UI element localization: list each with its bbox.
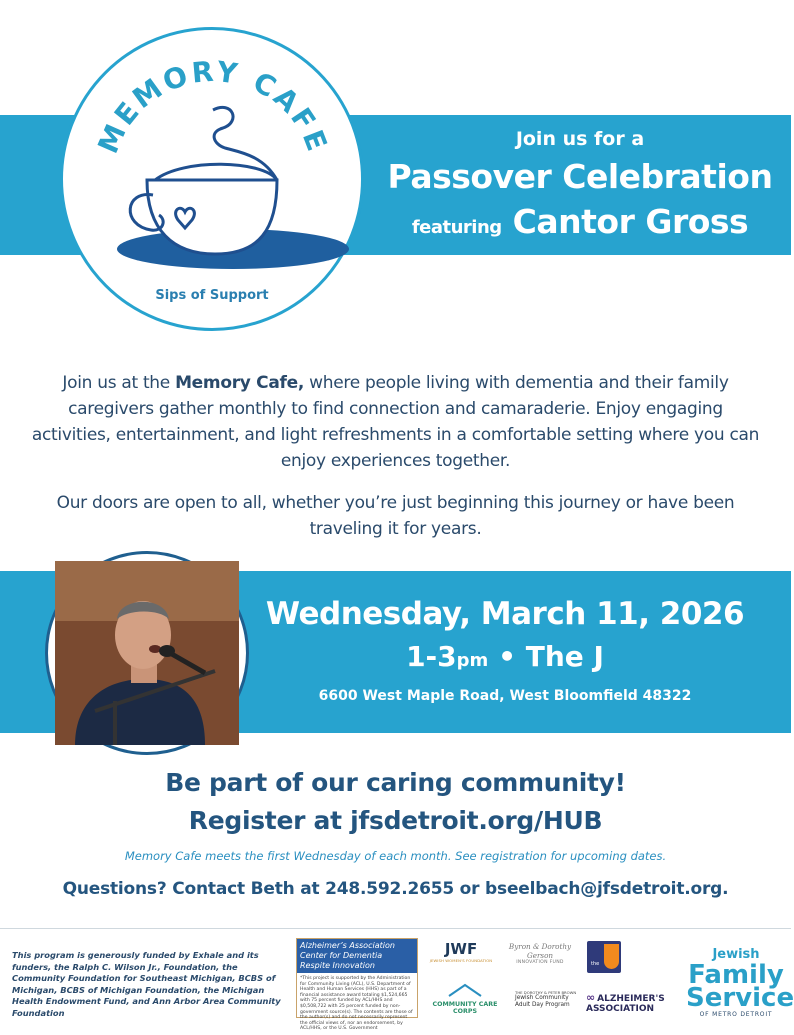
logo-title: MEMORY CAFE	[91, 54, 335, 159]
alz-center-title: Alzheimer’s Association Center for Dementia Respite Innovation	[297, 939, 417, 973]
welcome-paragraph: Our doors are open to all, whether you’re just beginning this journey or have been traveling it for years.	[56, 493, 735, 539]
gerson-name: Byron & Dorothy Gerson	[508, 942, 572, 960]
the-j-logo	[587, 941, 621, 973]
intro-paragraph	[28, 370, 763, 474]
hero-featured-name: Cantor Gross	[512, 202, 749, 241]
intro-text-start: Join us at the	[62, 373, 176, 393]
dp-small-text: THE DOROTHY & PETER BROWN	[515, 990, 577, 995]
alz-center-disclaimer: *This project is supported by the Administration for Community Living (ACL), U.S. Department of Health and Human Services (HHS) as part of a financial assistance award totaling $1,524,665 with 75 percent funded by ACL/HHS and $0,508,722 with 25 percent funded by non-government source(s). The contents are those of the author(s) and do not necessarily represent the official views of, nor an endorsement, by ACL/HHS, or the U.S. Government	[300, 976, 413, 1032]
gerson-fund-logo	[500, 942, 580, 965]
schedule-note: Memory Cafe meets the first Wednesday of each month. See registration for upcoming dates.	[124, 849, 667, 863]
alz-name: ALZHEIMER'S ASSOCIATION	[586, 994, 665, 1014]
contact-info[interactable]: Questions? Contact Beth at 248.592.2655 or bseelbach@jfsdetroit.org.	[62, 879, 729, 899]
logo-tagline: Sips of Support	[155, 288, 269, 303]
event-address: 6600 West Maple Road, West Bloomfield 48322	[318, 688, 692, 704]
alzheimers-association-logo	[586, 993, 684, 1014]
event-time-suffix: pm	[456, 650, 489, 671]
event-date: Wednesday, March 11, 2026	[265, 596, 745, 632]
jwf-logo-text: JWF	[444, 940, 478, 958]
the-j-label: the	[591, 961, 600, 967]
person-singing-icon	[55, 561, 239, 745]
j-icon	[604, 944, 619, 969]
jfs-line-1: Jewish	[712, 947, 760, 962]
memory-cafe-logo	[60, 27, 364, 331]
adult-day-program-logo	[500, 990, 584, 1009]
jwf-logo	[428, 940, 494, 963]
register-link[interactable]: Register at jfsdetroit.org/HUB	[188, 806, 603, 835]
gerson-subtitle: INNOVATION FUND	[516, 960, 564, 965]
event-venue: The J	[525, 640, 604, 673]
intro-bold-name: Memory Cafe,	[175, 373, 305, 393]
funders-statement: This program is generously funded by Exhale and its funders, the Ralph C. Wilson Jr., Foundation, the Community Foundation for Southeast Michigan, BCBS of Michigan, BCBS of Michigan Foundation, the Michigan Health Endowment Fund, and Ann Arbor Area Community Foundation	[12, 950, 281, 1018]
house-icon	[445, 983, 485, 997]
ccc-logo-text: COMMUNITY CARE CORPS	[432, 1001, 498, 1015]
bullet-separator: •	[498, 640, 516, 673]
event-time-venue	[255, 640, 755, 673]
community-care-corps-logo	[430, 982, 500, 1015]
alz-symbol-icon: ∞	[586, 991, 596, 1004]
hero-event-title: Passover Celebration	[387, 157, 773, 196]
dp-name: Jewish Community Adult Day Program	[515, 995, 570, 1008]
intro-text-rest: where people living with dementia and their family caregivers gather monthly to find connection and camaraderie. Enjoy engaging activities, entertainment, and light refreshments in a comfortable setting where you can enjoy experiences together.	[31, 373, 760, 471]
jfs-line-2: Family	[688, 960, 784, 990]
hero-featuring-prefix: featuring	[411, 217, 502, 238]
jfs-line-3: Service	[686, 983, 794, 1013]
hero-featuring	[380, 202, 780, 241]
jwf-logo-subtitle: JEWISH WOMEN'S FOUNDATION	[429, 958, 493, 963]
event-hours: 1-3	[406, 640, 457, 673]
community-headline: Be part of our caring community!	[165, 768, 626, 797]
alz-center-box	[296, 938, 418, 1032]
footer-divider	[0, 928, 791, 929]
cantor-photo-frame	[45, 551, 249, 755]
hero-intro: Join us for a	[515, 128, 645, 150]
cantor-photo	[55, 561, 239, 745]
svg-text:MEMORY CAFE	[91, 55, 334, 158]
jfs-line-4: OF METRO DETROIT	[699, 1011, 773, 1018]
jfs-logo	[686, 947, 794, 1018]
